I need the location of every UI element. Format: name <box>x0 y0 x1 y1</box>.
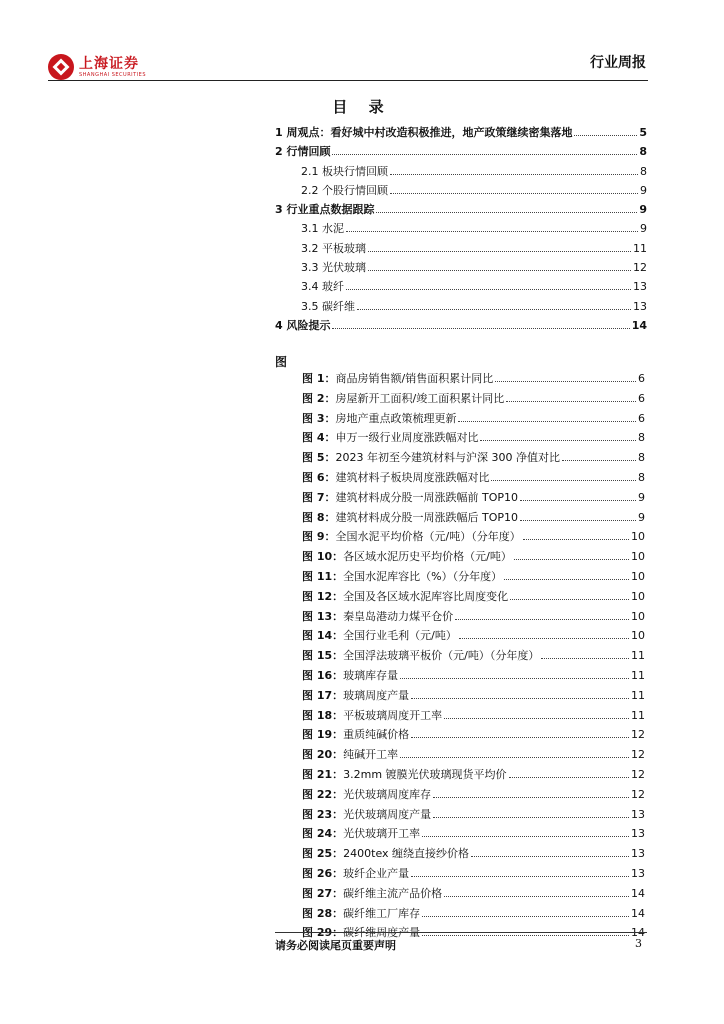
dot-leader <box>400 757 629 758</box>
figure-page: 8 <box>638 470 645 484</box>
figure-title: 房屋新开工面积/竣工面积累计同比 <box>335 391 505 405</box>
figure-number: 图 20 ： <box>302 746 343 762</box>
figure-title: 商品房销售额/销售面积累计同比 <box>335 372 494 385</box>
toc-entry-page: 8 <box>640 164 647 178</box>
figure-number: 图 29 ： <box>302 924 343 940</box>
figure-page: 12 <box>631 728 645 742</box>
figure-entry[interactable] <box>302 390 645 410</box>
figure-title: 碳纤维周度产量 <box>343 926 421 940</box>
figure-entry[interactable] <box>302 687 645 707</box>
figure-entry[interactable] <box>302 726 645 746</box>
figure-entry[interactable] <box>302 825 645 845</box>
dot-leader <box>562 460 636 461</box>
figure-entry[interactable] <box>302 370 645 390</box>
figure-entry[interactable] <box>302 548 645 568</box>
figure-title: 玻璃周度产量 <box>343 688 410 702</box>
figure-title: 光伏玻璃开工率 <box>343 827 421 841</box>
figure-number: 图 4 ： <box>302 429 335 445</box>
figure-entry[interactable] <box>302 528 645 548</box>
figure-title: 全国水泥库容比（%）（分年度） <box>343 569 503 583</box>
toc-entry-label: 2.2 个股行情回顾 <box>301 183 388 197</box>
figure-page: 11 <box>631 688 645 702</box>
figure-entry[interactable] <box>302 905 645 925</box>
figure-title: 2400tex 缠绕直接纱价格 <box>343 847 470 861</box>
toc-entry-page: 12 <box>633 261 647 275</box>
figures-heading: 图 <box>275 355 288 369</box>
toc-entry-page: 13 <box>633 280 647 294</box>
dot-leader <box>506 401 636 402</box>
figure-title: 2023 年初至今建筑材料与沪深 300 净值对比 <box>335 451 560 465</box>
dot-leader <box>491 480 636 481</box>
figure-entry[interactable] <box>302 786 645 806</box>
figure-number: 图 25 ： <box>302 845 343 861</box>
figure-title: 申万一级行业周度涨跌幅对比 <box>335 431 479 445</box>
dot-leader <box>458 421 636 422</box>
figure-number: 图 7 ： <box>302 489 335 505</box>
figure-title: 3.2mm 镀膜光伏玻璃现货平均价 <box>343 767 507 781</box>
report-type: 行业周报 <box>590 55 646 71</box>
dot-leader <box>471 856 629 857</box>
figure-page: 11 <box>631 668 645 682</box>
figure-title: 重质纯碱价格 <box>343 728 410 742</box>
figure-number: 图 13 ： <box>302 608 343 624</box>
figure-page: 14 <box>631 886 645 900</box>
figure-number: 图 28 ： <box>302 905 343 921</box>
toc-entry[interactable] <box>275 259 647 278</box>
figure-number: 图 5 ： <box>302 449 335 465</box>
figure-page: 12 <box>631 787 645 801</box>
figure-number: 图 1 ： <box>302 370 335 386</box>
dot-leader <box>357 309 631 310</box>
dot-leader <box>444 718 629 719</box>
company-logo <box>48 54 146 80</box>
dot-leader <box>520 500 636 501</box>
toc-entry[interactable] <box>275 317 647 336</box>
figure-page: 9 <box>638 510 645 524</box>
figure-page: 6 <box>638 411 645 425</box>
figure-title: 光伏玻璃周度产量 <box>343 807 432 821</box>
figure-page: 10 <box>631 550 645 564</box>
figure-title: 玻璃库存量 <box>343 668 399 682</box>
figure-entry[interactable] <box>302 410 645 430</box>
disclaimer-note: 请务必阅读尾页重要声明 <box>275 939 396 952</box>
toc-entry[interactable] <box>275 143 647 162</box>
figure-title: 碳纤维主流产品价格 <box>343 886 443 900</box>
figure-page: 8 <box>638 451 645 465</box>
figure-page: 10 <box>631 589 645 603</box>
figure-title: 平板玻璃周度开工率 <box>343 708 443 722</box>
dot-leader <box>376 212 637 213</box>
dot-leader <box>411 698 629 699</box>
figure-page: 10 <box>631 609 645 623</box>
figure-number: 图 11 ： <box>302 568 343 584</box>
figure-number: 图 8 ： <box>302 509 335 525</box>
figure-number: 图 22 ： <box>302 786 343 802</box>
figure-number: 图 23 ： <box>302 806 343 822</box>
toc-entry[interactable] <box>275 240 647 259</box>
figure-entry[interactable] <box>302 707 645 727</box>
logo-name-cn: 上海证券 <box>79 55 139 72</box>
dot-leader <box>368 251 631 252</box>
figure-number: 图 14 ： <box>302 627 343 643</box>
figure-entry[interactable] <box>302 509 645 529</box>
figure-number: 图 16 ： <box>302 667 343 683</box>
dot-leader <box>444 896 629 897</box>
dot-leader <box>346 231 638 232</box>
figure-list <box>302 370 645 944</box>
toc-entry-label: 3.1 水泥 <box>301 222 344 236</box>
dot-leader <box>368 270 631 271</box>
toc-entry[interactable] <box>275 220 647 239</box>
figure-entry[interactable] <box>302 489 645 509</box>
toc-entry-page: 5 <box>639 126 647 139</box>
figure-number: 图 27 ： <box>302 885 343 901</box>
dot-leader <box>422 916 629 917</box>
figure-page: 11 <box>631 649 645 663</box>
dot-leader <box>514 559 629 560</box>
figure-page: 13 <box>631 866 645 880</box>
figure-page: 10 <box>631 530 645 544</box>
figure-number: 图 17 ： <box>302 687 343 703</box>
dot-leader <box>400 678 629 679</box>
toc-entry-page: 11 <box>633 241 647 255</box>
dot-leader <box>390 193 638 194</box>
figure-number: 图 2 ： <box>302 390 335 406</box>
figure-entry[interactable] <box>302 469 645 489</box>
toc-entry-page: 9 <box>639 203 647 217</box>
dot-leader <box>504 579 629 580</box>
toc-entry[interactable] <box>275 182 647 201</box>
figure-page: 6 <box>638 391 645 405</box>
toc-entry-page: 8 <box>639 145 647 159</box>
dot-leader <box>332 154 637 155</box>
toc-entry-label: 3.3 光伏玻璃 <box>301 261 366 275</box>
figure-entry[interactable] <box>302 449 645 469</box>
figure-number: 图 18 ： <box>302 707 343 723</box>
figure-number: 图 21 ： <box>302 766 343 782</box>
footer-divider <box>275 932 647 933</box>
figure-number: 图 10 ： <box>302 548 343 564</box>
toc-entry[interactable] <box>275 201 647 220</box>
logo-name-en: SHANGHAI SECURITIES <box>79 71 147 78</box>
page-header <box>48 48 648 84</box>
figure-page: 10 <box>631 569 645 583</box>
toc-entry-page: 13 <box>633 299 647 313</box>
toc-entry-label: 3.2 平板玻璃 <box>301 241 366 255</box>
table-of-contents <box>275 124 647 336</box>
figure-title: 碳纤维工厂库存 <box>343 906 421 920</box>
figure-title: 各区域水泥历史平均价格（元/吨） <box>343 550 512 564</box>
figure-page: 6 <box>638 372 645 385</box>
figure-page: 14 <box>631 906 645 920</box>
dot-leader <box>422 935 629 936</box>
figure-title: 纯碱开工率 <box>343 748 399 762</box>
dot-leader <box>480 440 636 441</box>
dot-leader <box>509 777 629 778</box>
figure-entry[interactable] <box>302 766 645 786</box>
figure-entry[interactable] <box>302 865 645 885</box>
toc-entry-page: 14 <box>631 318 647 332</box>
dot-leader <box>422 836 629 837</box>
toc-entry-label: 1 周观点：看好城中村改造积极推进，地产政策继续密集落地 <box>275 126 573 139</box>
figure-page: 10 <box>631 629 645 643</box>
dot-leader <box>510 599 629 600</box>
figure-entry[interactable] <box>302 845 645 865</box>
page-number: 3 <box>635 937 642 950</box>
dot-leader <box>411 876 629 877</box>
toc-entry[interactable] <box>275 278 647 297</box>
figure-entry[interactable] <box>302 885 645 905</box>
figure-entry[interactable] <box>302 806 645 826</box>
toc-entry-label: 3.5 碳纤维 <box>301 299 355 313</box>
dot-leader <box>390 174 638 175</box>
toc-entry-page: 9 <box>640 222 647 236</box>
toc-title: 目 录 <box>332 98 392 116</box>
figure-title: 秦皇岛港动力煤平仓价 <box>343 609 454 623</box>
figure-page: 12 <box>631 767 645 781</box>
toc-entry-page: 9 <box>640 183 647 197</box>
figure-number: 图 26 ： <box>302 865 343 881</box>
figure-title: 全国行业毛利（元/吨） <box>343 629 457 643</box>
figure-page: 11 <box>631 708 645 722</box>
figure-title: 建筑材料成分股一周涨跌幅前 TOP10 <box>335 490 518 504</box>
figure-entry[interactable] <box>302 588 645 608</box>
dot-leader <box>455 619 629 620</box>
toc-entry-label: 3 行业重点数据跟踪 <box>275 203 375 217</box>
toc-entry[interactable] <box>275 163 647 182</box>
dot-leader <box>459 638 629 639</box>
dot-leader <box>346 289 631 290</box>
toc-entry[interactable] <box>275 298 647 317</box>
figure-entry[interactable] <box>302 746 645 766</box>
figure-page: 12 <box>631 748 645 762</box>
toc-entry[interactable] <box>275 124 647 143</box>
dot-leader <box>574 135 637 136</box>
figure-entry[interactable] <box>302 667 645 687</box>
figure-title: 房地产重点政策梳理更新 <box>335 411 457 425</box>
figure-page: 13 <box>631 807 645 821</box>
figure-entry[interactable] <box>302 568 645 588</box>
figure-number: 图 6 ： <box>302 469 335 485</box>
figure-page: 9 <box>638 490 645 504</box>
dot-leader <box>495 381 636 382</box>
figure-entry[interactable] <box>302 647 645 667</box>
toc-entry-label: 2 行情回顾 <box>275 145 331 159</box>
toc-entry-label: 4 风险提示 <box>275 318 331 332</box>
figure-entry[interactable] <box>302 608 645 628</box>
dot-leader <box>541 658 629 659</box>
figure-number: 图 24 ： <box>302 825 343 841</box>
figure-title: 光伏玻璃周度库存 <box>343 787 432 801</box>
toc-entry-label: 3.4 玻纤 <box>301 280 344 294</box>
figure-number: 图 9 ： <box>302 528 335 544</box>
figure-page: 8 <box>638 431 645 445</box>
figure-title: 玻纤企业产量 <box>343 866 410 880</box>
figure-page: 13 <box>631 847 645 861</box>
figure-entry[interactable] <box>302 627 645 647</box>
dot-leader <box>332 328 629 329</box>
toc-entry-label: 2.1 板块行情回顾 <box>301 164 388 178</box>
dot-leader <box>433 817 629 818</box>
dot-leader <box>411 737 629 738</box>
dot-leader <box>523 539 629 540</box>
figure-number: 图 3 ： <box>302 410 335 426</box>
logo-icon <box>48 54 74 80</box>
figure-number: 图 15 ： <box>302 647 343 663</box>
figure-number: 图 19 ： <box>302 726 343 742</box>
header-divider <box>48 80 648 81</box>
figure-title: 全国及各区域水泥库容比周度变化 <box>343 589 509 603</box>
figure-page: 13 <box>631 827 645 841</box>
figure-entry[interactable] <box>302 429 645 449</box>
dot-leader <box>520 520 636 521</box>
figure-number: 图 12 ： <box>302 588 343 604</box>
dot-leader <box>433 797 629 798</box>
figure-page: 14 <box>631 926 645 940</box>
figure-title: 建筑材料成分股一周涨跌幅后 TOP10 <box>335 510 518 524</box>
figure-title: 建筑材料子板块周度涨跌幅对比 <box>335 470 490 484</box>
figure-title: 全国水泥平均价格（元/吨）（分年度） <box>335 530 521 544</box>
figure-title: 全国浮法玻璃平板价（元/吨）（分年度） <box>343 649 540 663</box>
